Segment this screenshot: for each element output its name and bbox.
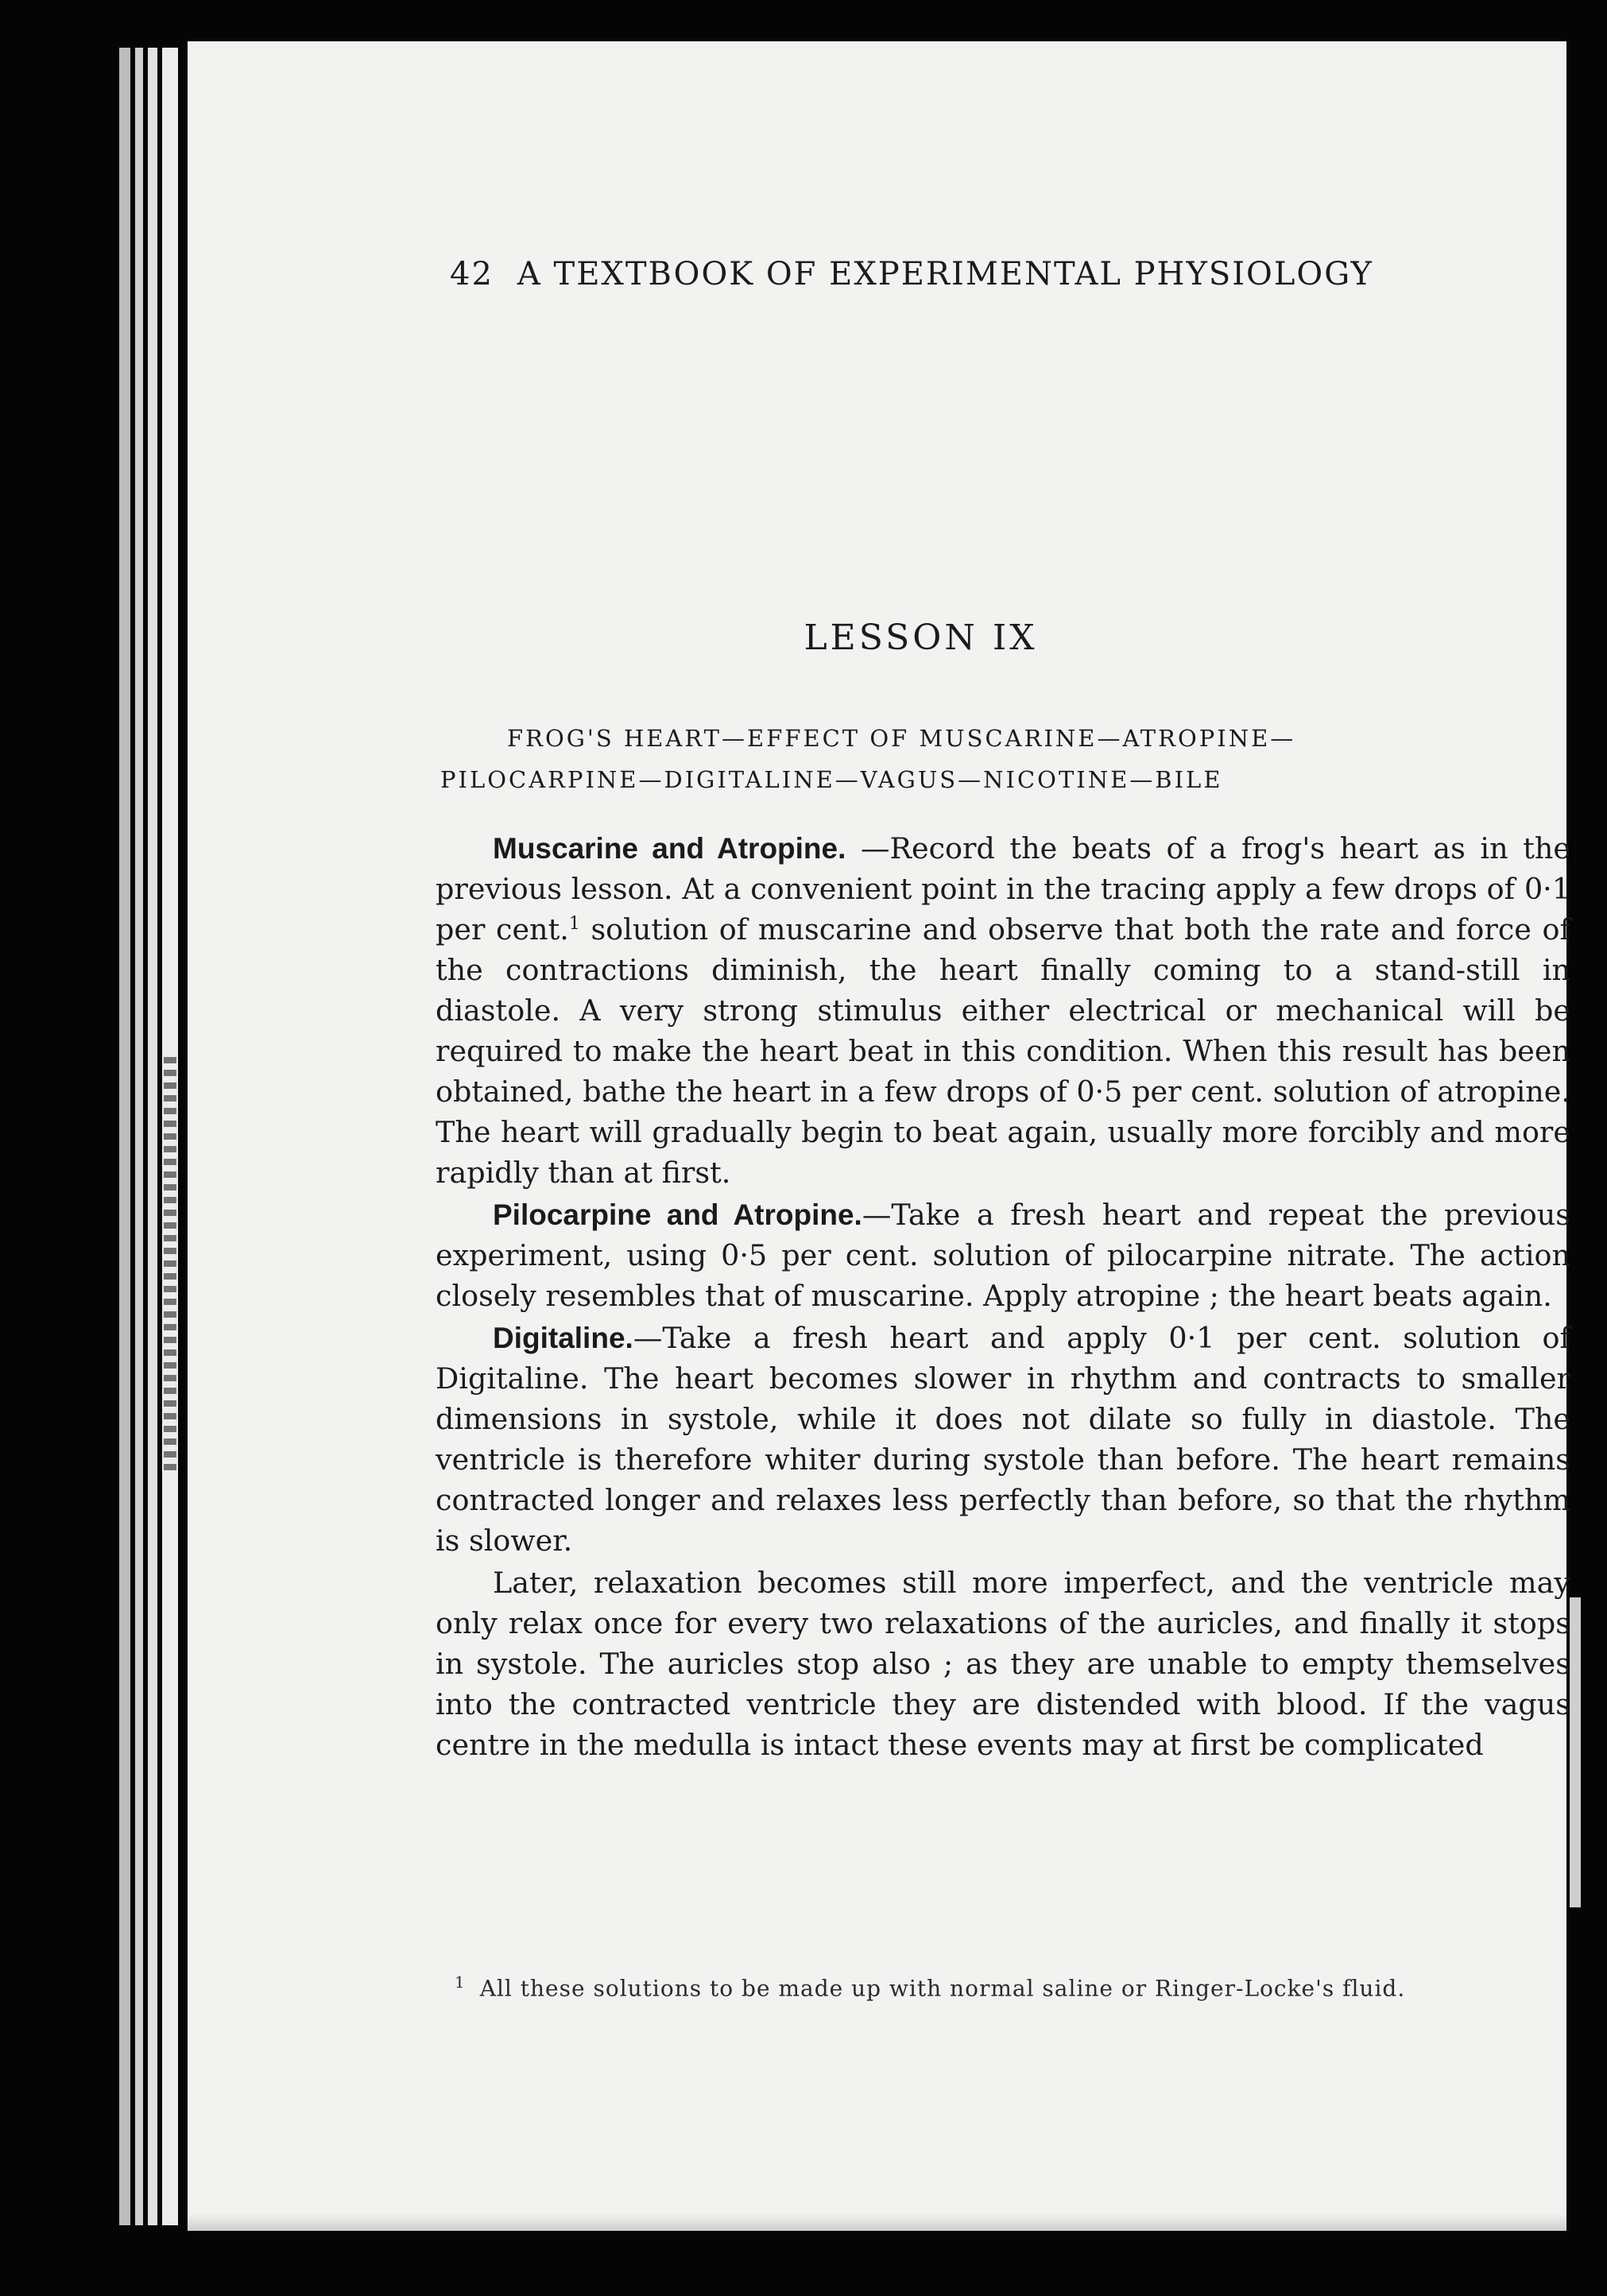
footnote-reference: 1 [568,913,580,934]
body-text [436,828,1570,1767]
footnote [455,1973,1405,2001]
paragraph-digitaline [436,1318,1570,1561]
page-shadow [188,2213,1566,2231]
page-number: 42 [450,256,494,292]
paragraph-muscarine [436,828,1570,1193]
footnote-text: All these solutions to be made up with normal saline or Ringer-Locke's fluid. [479,1975,1406,2002]
book-title: A TEXTBOOK OF EXPERIMENTAL PHYSIOLOGY [517,256,1373,292]
footnote-mark: 1 [455,1973,466,1992]
page-edge-right [1570,1597,1581,1907]
book-page [188,41,1570,2231]
page-edge [148,48,157,2225]
paragraph-later [436,1562,1570,1765]
section-heading: Digitaline. [493,1322,633,1354]
page-edge [119,48,130,2225]
paragraph-text: solution of muscarine and observe that both the rate and force of the contractions diminish, the heart finally coming to a stand-still in diastole. A very strong stimulus either electrical or mechanical will be required to make the heart beat in this condition. When this result has been obtained, bathe the heart in a few drops of 0·5 per cent. solution of atropine. The heart will gradually begin to beat again, usually more forcibly and more rapidly than at first. [436,912,1570,1190]
paragraph-text: —Take a fresh heart and repeat the previous experiment, using 0·5 per cent. solution of pilocarpine nitrate. The action closely resembles that of muscarine. Apply atropine ; the heart beats again. [436,1198,1570,1313]
section-heading: Muscarine and Atropine. [493,832,846,865]
paragraph-text: —Record the beats of a frog's heart as in the previous lesson. At a convenient point in the tracing apply a few drops of 0·1 per cent. [436,831,1570,947]
lesson-subtitle-line-1: FROG'S HEART—EFFECT OF MUSCARINE—ATROPINE— [507,725,1296,752]
paragraph-text: Later, relaxation becomes still more imperfect, and the ventricle may only relax once for every two relaxations of the auricles, and finally it stops in systole. The auricles stop also ; as they are unable to empty themselves into the contracted ventricle they are distended with blood. If the vagus centre in the medulla is intact these events may at first be complicated [436,1566,1570,1762]
page-edge [135,48,143,2225]
page-edge-marks [164,1057,176,1470]
paragraph-text: —Take a fresh heart and apply 0·1 per cent. solution of Digitaline. The heart becomes slower in rhythm and contracts to smaller dimensions in systole, while it does not dilate so fully in diastole. The ventricle is therefore whiter during systole than before. The heart remains contracted longer and relaxes less perfectly than before, so that the rhythm is slower. [436,1321,1570,1558]
section-heading: Pilocarpine and Atropine. [493,1198,862,1231]
lesson-title: LESSON IX [804,618,1038,658]
running-head [450,256,1373,292]
lesson-subtitle-line-2: PILOCARPINE—DIGITALINE—VAGUS—NICOTINE—BILE [440,766,1223,793]
paragraph-pilocarpine [436,1194,1570,1316]
